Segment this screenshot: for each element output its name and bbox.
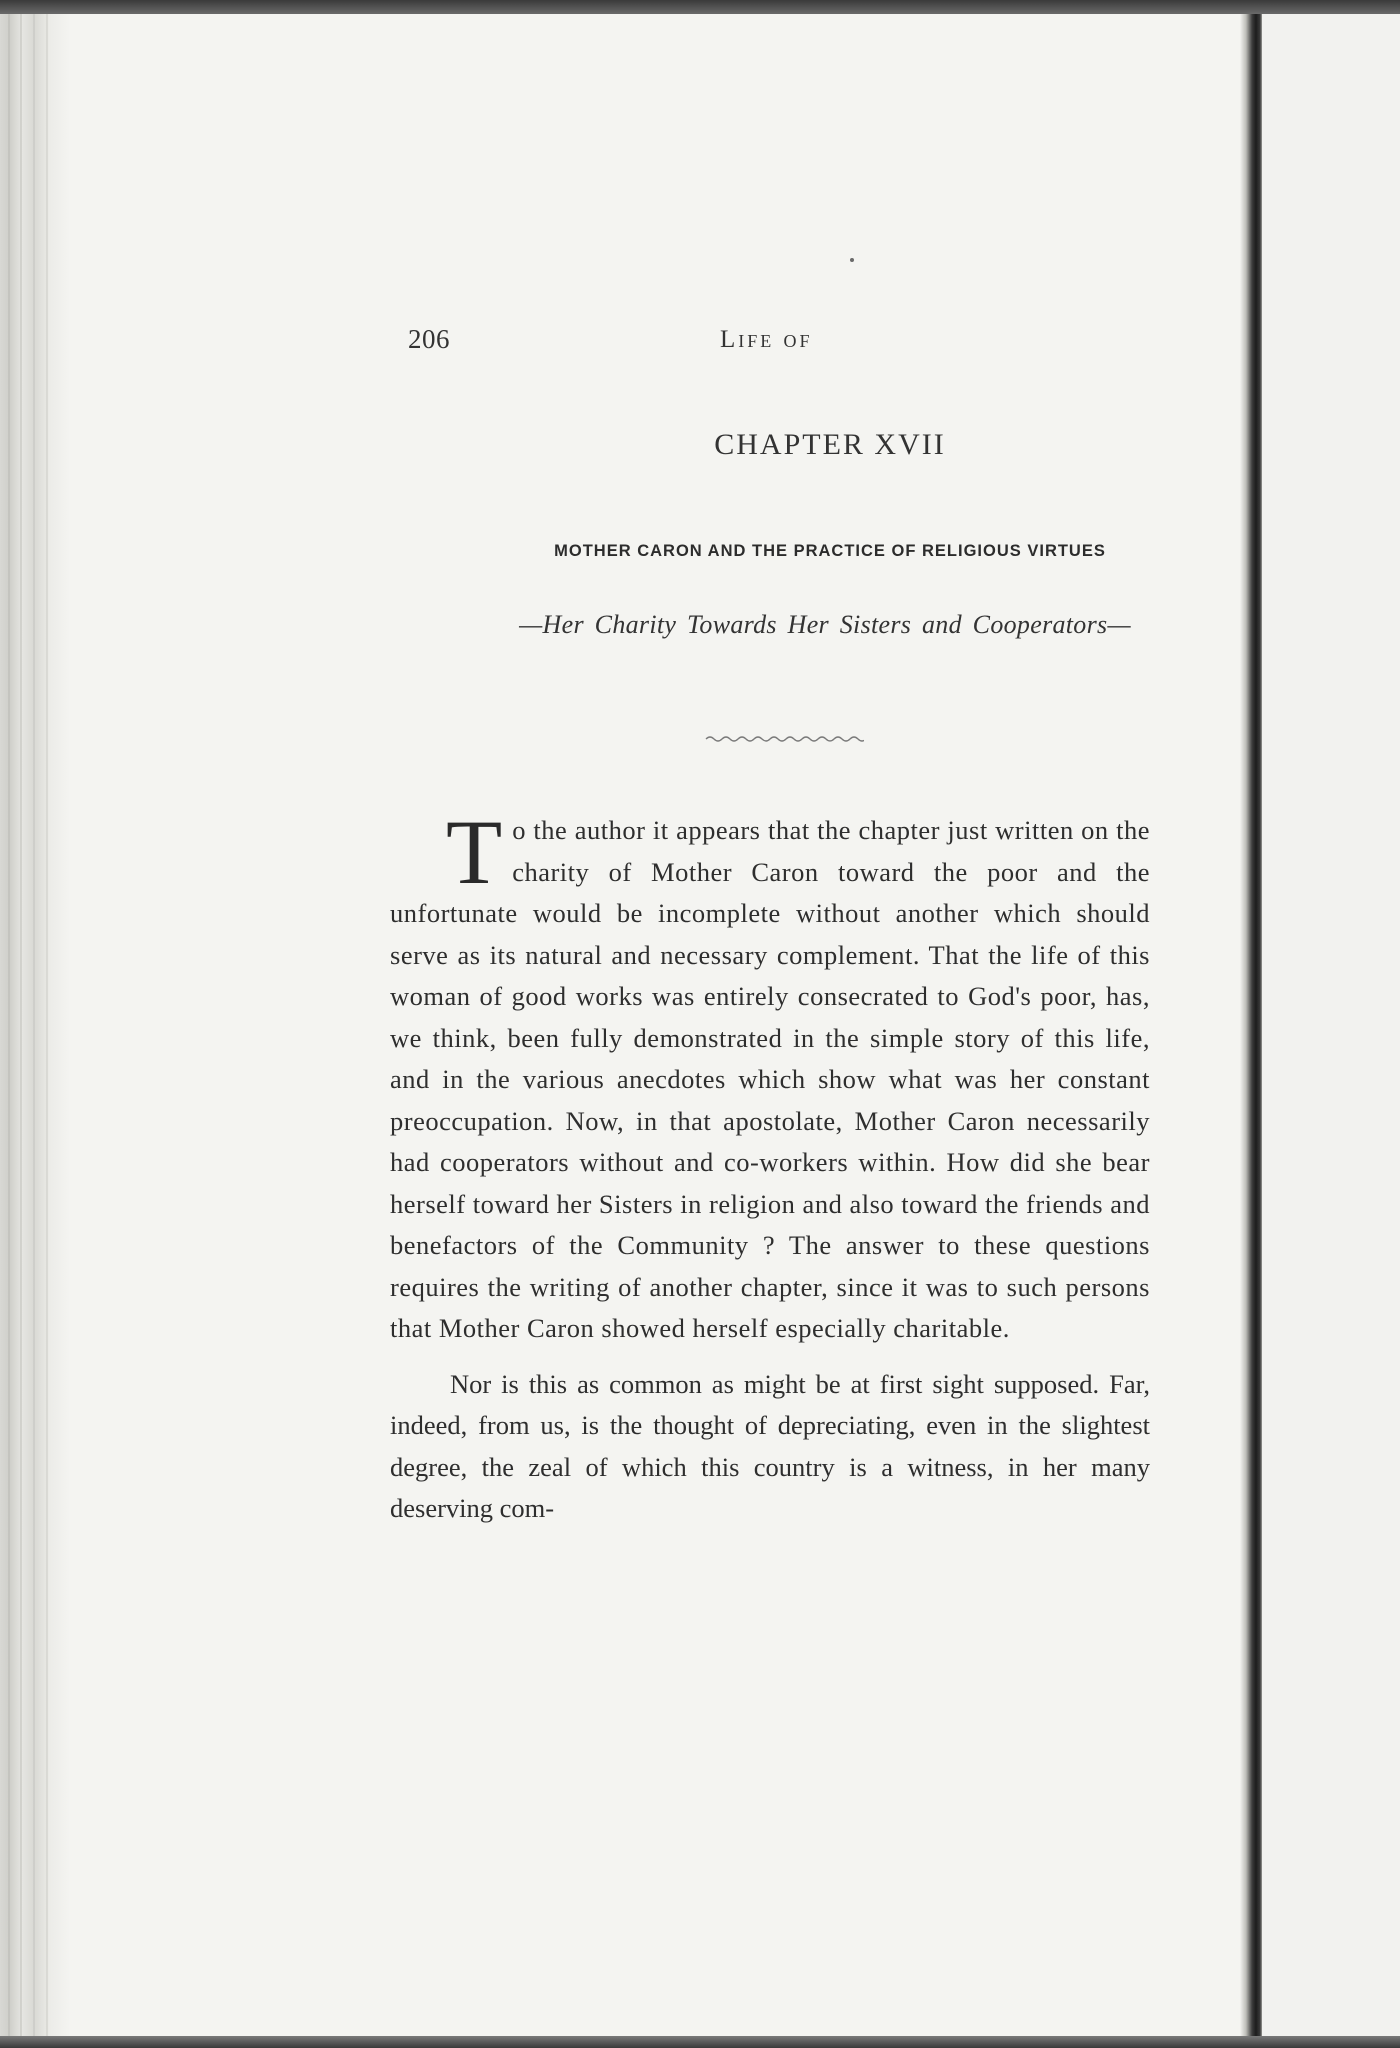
- chapter-theme: —Her Charity Towards Her Sisters and Cooperators—: [519, 610, 1131, 639]
- drop-cap: T: [446, 801, 503, 903]
- book-page: [390, 320, 1150, 1870]
- running-head: [390, 320, 1150, 360]
- scan-right-margin: [1254, 14, 1400, 2036]
- scan-top-edge: [0, 0, 1400, 14]
- scan-bottom-edge: [0, 2036, 1400, 2048]
- scan-left-page-edge: [0, 14, 70, 2036]
- paragraph: Nor is this as common as might be at first sight supposed. Far, indeed, from us, is the thought of depreciating, even in the slightest degree, the zeal of which this country is a witness, in her many deserving com-: [390, 1368, 1150, 1523]
- paper-speck: [850, 258, 854, 262]
- edge-streak: [46, 14, 48, 2036]
- ornamental-rule: [704, 734, 864, 744]
- edge-streak: [8, 14, 10, 2036]
- chapter-subtitle: MOTHER CARON AND THE PRACTICE OF RELIGIOUS VIRTUES: [554, 542, 1106, 560]
- scan-spine-shadow: [1240, 14, 1262, 2036]
- paragraph: [390, 801, 1150, 1350]
- edge-streak: [33, 14, 35, 2036]
- running-title: Life of: [720, 326, 813, 353]
- paragraph-text: o the author it appears that the chapter just written on the charity of Mother Caron toward the poor and the unfortunate would be incomplete without another which should serve as its natural and necessary complement. That the life of this woman of good works was entirely consecrated to God's poor, has, we think, been fully demonstrated in the simple story of this life, and in the various anecdotes which show what was her constant preoccupation. Now, in that apostolate, Mother Caron necessarily had cooperators without and co-workers within. How did she bear herself toward her Sisters in religion and also toward the friends and benefactors of the Community ? The answer to these questions requires the writing of another chapter, since it was to such persons that Mother Caron showed herself especially charitable.: [390, 815, 1150, 1343]
- body-text: [390, 801, 1150, 1530]
- page-number: 206: [408, 324, 450, 354]
- chapter-heading: CHAPTER XVII: [714, 428, 946, 461]
- edge-streak: [20, 14, 22, 2036]
